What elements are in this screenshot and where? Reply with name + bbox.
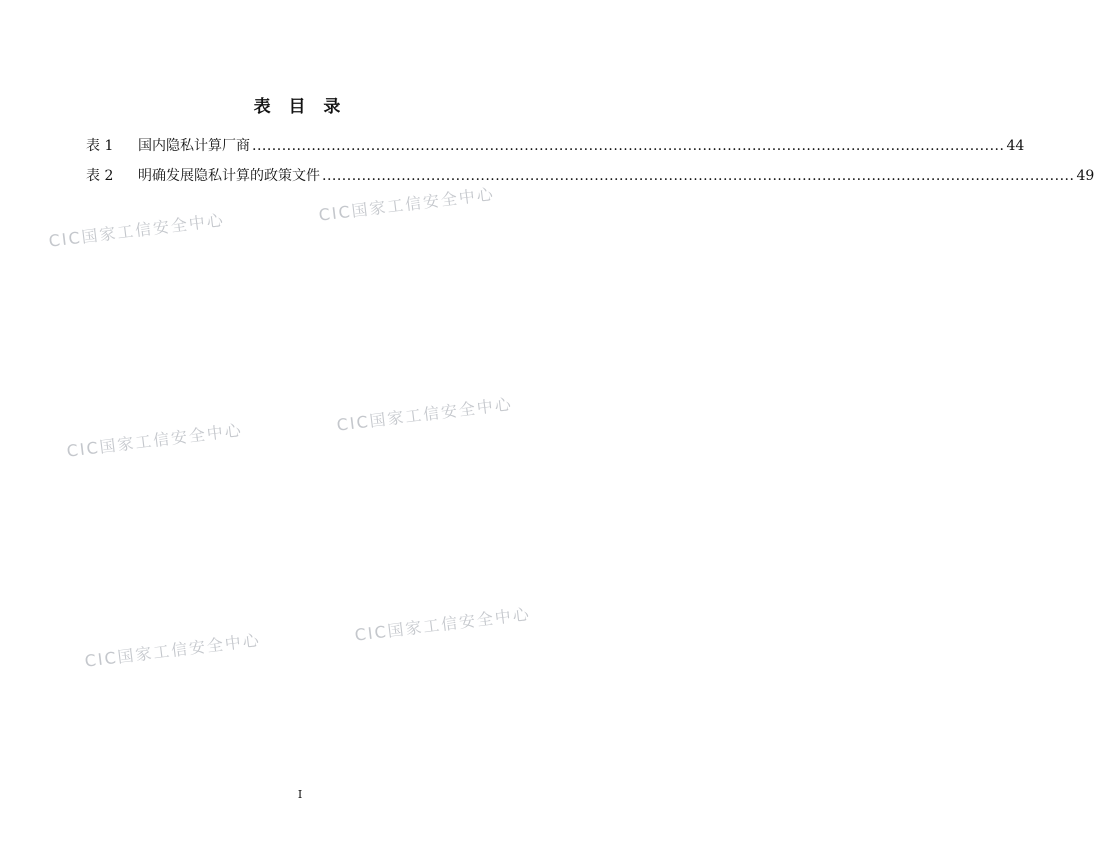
toc-entry-label: 明确发展隐私计算的政策文件 — [138, 168, 320, 184]
toc-leader-dots: ........................................................................................................................................................ — [252, 138, 1005, 154]
watermark: CIC国家工信安全中心 — [47, 210, 226, 251]
toc-entry[interactable] — [86, 136, 1025, 166]
toc-entry-number: 表 2 — [86, 168, 114, 184]
toc-entry-page: 49 — [1076, 168, 1094, 184]
table-of-contents — [86, 136, 1094, 196]
watermark: CIC国家工信安全中心 — [83, 630, 262, 671]
toc-leader-dots: ........................................................................................................................................................ — [322, 168, 1075, 184]
watermark: CIC国家工信安全中心 — [65, 420, 244, 461]
watermark: CIC国家工信安全中心 — [353, 604, 532, 645]
page-number: I — [297, 788, 303, 801]
watermark: CIC国家工信安全中心 — [317, 184, 496, 225]
toc-entry-label: 国内隐私计算厂商 — [138, 138, 250, 154]
toc-entry[interactable] — [86, 166, 1094, 196]
toc-entry-page: 44 — [1006, 138, 1025, 154]
watermark: CIC国家工信安全中心 — [335, 394, 514, 435]
page-title: 表 目 录 — [253, 97, 347, 117]
toc-entry-number: 表 1 — [86, 138, 114, 154]
